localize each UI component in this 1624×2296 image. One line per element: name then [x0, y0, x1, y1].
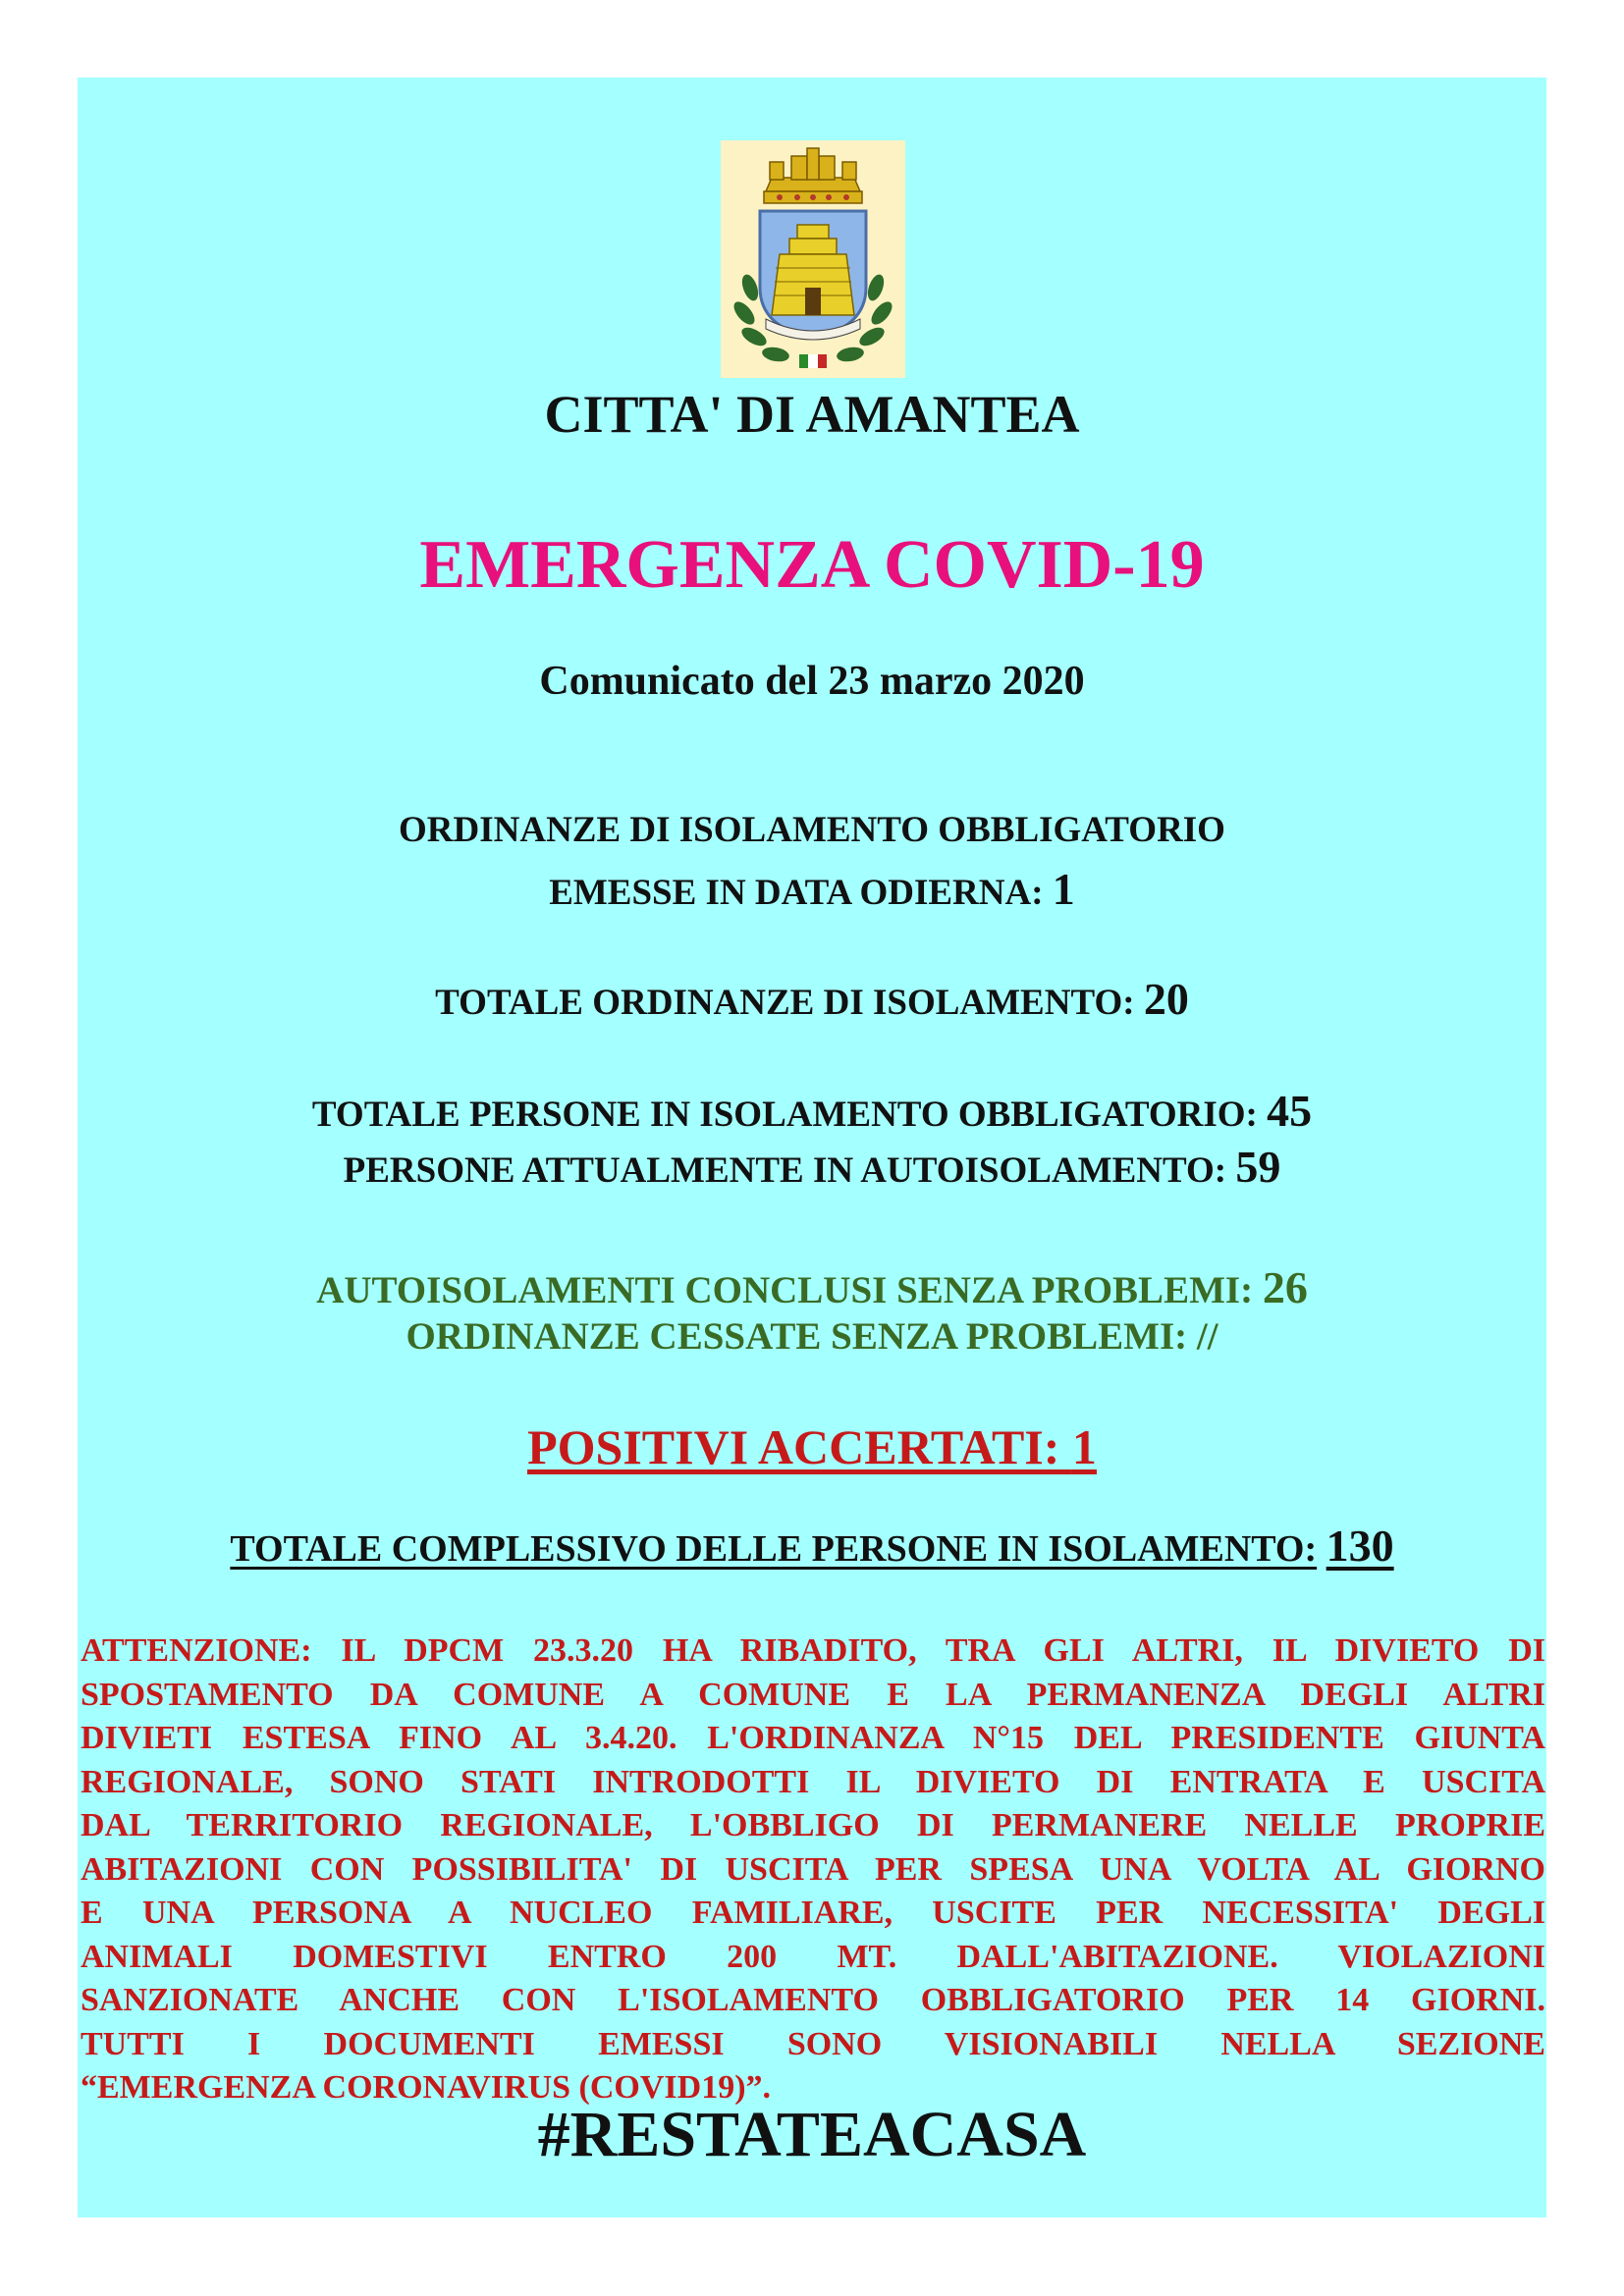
totale-complessivo-row	[78, 1520, 1546, 1572]
coat-of-arms-emblem	[721, 140, 905, 378]
totale-ordinanze-label: TOTALE ORDINANZE DI ISOLAMENTO:	[435, 983, 1135, 1023]
positivi-value: 1	[1071, 1419, 1097, 1474]
warning-line: ANIMALI DOMESTIVI ENTRO 200 MT. DALL'ABITAZIONE. VIOLAZIONI	[81, 1938, 1545, 1975]
persone-isolamento-value: 45	[1267, 1086, 1313, 1136]
cessate-value: //	[1196, 1315, 1218, 1358]
warning-line: REGIONALE, SONO STATI INTRODOTTI IL DIVIETO DI ENTRATA E USCITA	[81, 1763, 1545, 1800]
poster-panel	[78, 78, 1546, 2217]
city-title: CITTA' DI AMANTEA	[544, 385, 1080, 444]
cessate-row	[78, 1314, 1546, 1359]
conclusi-label: AUTOISOLAMENTI CONCLUSI SENZA PROBLEMI:	[316, 1269, 1254, 1311]
ordinanze-oggi-label: EMESSE IN DATA ODIERNA:	[549, 873, 1044, 913]
ordinanze-oggi-row	[78, 863, 1546, 915]
warning-notice	[81, 1629, 1545, 2110]
ordinanze-oggi-line1: ORDINANZE DI ISOLAMENTO OBBLIGATORIO	[399, 810, 1225, 850]
cessate-label: ORDINANZE CESSATE SENZA PROBLEMI:	[406, 1315, 1188, 1358]
warning-line: “EMERGENZA CORONAVIRUS (COVID19)”.	[81, 2069, 772, 2106]
hashtag-restateacasa: #RESTATEACASA	[537, 2099, 1087, 2170]
persone-isolamento-row	[78, 1085, 1546, 1137]
totale-ordinanze-value: 20	[1143, 974, 1189, 1024]
conclusi-value: 26	[1262, 1262, 1308, 1312]
coat-of-arms-icon	[721, 140, 905, 378]
warning-line: DIVIETI ESTESA FINO AL 3.4.20. L'ORDINANZA N°15 DEL PRESIDENTE GIUNTA	[81, 1720, 1545, 1756]
warning-line: E UNA PERSONA A NUCLEO FAMILIARE, USCITE PER NECESSITA' DEGLI	[81, 1895, 1545, 1931]
totale-complessivo-label: TOTALE COMPLESSIVO DELLE PERSONE IN ISOLAMENTO:	[230, 1528, 1318, 1570]
ordinanze-oggi-value: 1	[1052, 864, 1075, 914]
communique-date: Comunicato del 23 marzo 2020	[539, 659, 1085, 704]
warning-line: TUTTI I DOCUMENTI EMESSI SONO VISIONABILI NELLA SEZIONE	[81, 2025, 1545, 2062]
totale-complessivo-value: 130	[1326, 1521, 1394, 1571]
warning-line: ATTENZIONE: IL DPCM 23.3.20 HA RIBADITO, TRA GLI ALTRI, IL DIVIETO DI	[81, 1632, 1545, 1669]
autoisolamento-label: PERSONE ATTUALMENTE IN AUTOISOLAMENTO:	[343, 1150, 1227, 1191]
autoisolamento-row	[78, 1141, 1546, 1193]
autoisolamento-value: 59	[1235, 1142, 1281, 1192]
warning-line: DAL TERRITORIO REGIONALE, L'OBBLIGO DI PERMANERE NELLE PROPRIE	[81, 1807, 1545, 1843]
persone-isolamento-label: TOTALE PERSONE IN ISOLAMENTO OBBLIGATORIO:	[311, 1095, 1258, 1135]
warning-line: SANZIONATE ANCHE CON L'ISOLAMENTO OBBLIGATORIO PER 14 GIORNI.	[81, 1982, 1545, 2018]
totale-ordinanze-row	[78, 973, 1546, 1025]
emergency-title: EMERGENZA COVID-19	[419, 527, 1205, 603]
conclusi-row	[78, 1261, 1546, 1313]
warning-line: ABITAZIONI CON POSSIBILITA' DI USCITA PER SPESA UNA VOLTA AL GIORNO	[81, 1850, 1545, 1888]
positivi-label: POSITIVI ACCERTATI:	[527, 1419, 1060, 1474]
warning-line: SPOSTAMENTO DA COMUNE A COMUNE E LA PERMANENZA DEGLI ALTRI	[81, 1676, 1545, 1713]
positivi-row	[78, 1418, 1546, 1475]
